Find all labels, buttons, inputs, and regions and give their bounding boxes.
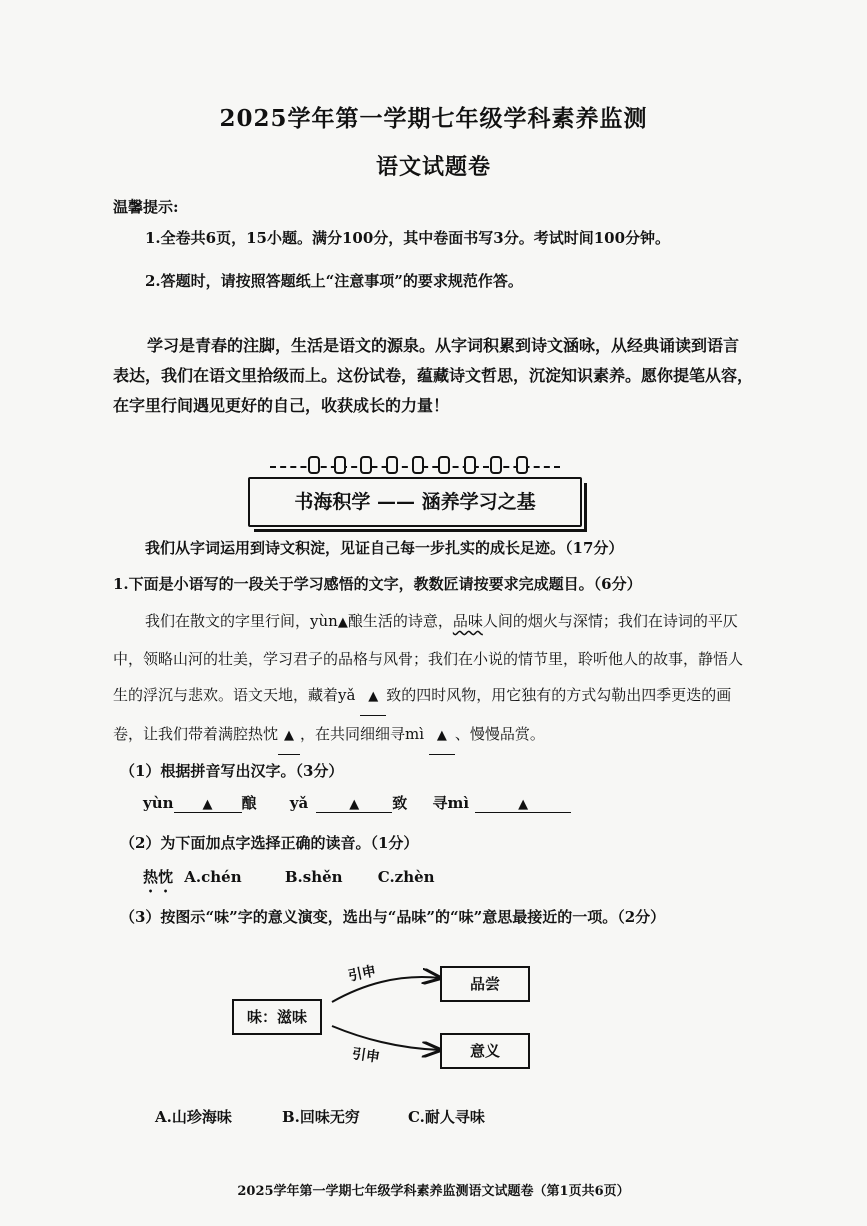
triangle-marker-icon: ▲	[202, 797, 213, 812]
ring-icon	[386, 456, 398, 474]
dotted-word: 热忱	[143, 868, 174, 886]
pinyin-ya: yǎ	[338, 686, 356, 704]
option-c[interactable]: C.zhèn	[377, 868, 435, 886]
ring-icon	[464, 456, 476, 474]
section-lead: 我们从字词运用到诗文积淀，见证自己每一步扎实的成长足迹。（17分）	[145, 539, 624, 557]
arrow-up	[332, 977, 440, 1002]
section-banner: 书海积学 —— 涵养学习之基	[248, 477, 582, 527]
pinyin-yun: yùn	[310, 612, 338, 630]
q1-passage	[113, 603, 753, 755]
notice-label: 温馨提示:	[113, 198, 179, 216]
ring-icon	[334, 456, 346, 474]
intro-text: 学习是青春的注脚，生活是语文的源泉。从字词积累到诗文涵咏，从经典诵读到语言表达，我们在语文里拾级而上。这份试卷，蕴藏诗文哲思，沉淀知识素养。愿你提笔从容，在字里行间遇见更好的自己，收获成长的力量！	[113, 336, 754, 415]
notice-item-2: 2.答题时，请按照答题纸上“注意事项”的要求规范作答。	[145, 272, 523, 290]
q1-sub3-option-a[interactable]: A.山珍海味	[155, 1108, 232, 1126]
passage-text: ，在共同细细寻	[300, 725, 406, 743]
diagram-target-box-2: 意义	[440, 1033, 530, 1069]
triangle-marker-icon: ▲	[337, 615, 348, 630]
diagram-source-box: 味：滋味	[232, 999, 322, 1035]
triangle-marker-icon: ▲	[349, 797, 360, 812]
arrow-down	[332, 1026, 440, 1050]
arrow-label-2: 引申	[350, 1046, 381, 1066]
answer-blank	[278, 716, 300, 755]
passage-text: 酿生活的诗意，	[347, 612, 453, 630]
char-label: 致	[392, 794, 408, 812]
banner-rings	[290, 456, 540, 478]
page-subtitle: 语文试题卷	[375, 154, 491, 180]
option-b[interactable]: B.shěn	[284, 868, 343, 886]
q1-sub2-options	[143, 866, 435, 896]
q1-sub3-option-b[interactable]: B.回味无穷	[282, 1108, 360, 1126]
notice-item-1: 1.全卷共6页，15小题。满分100分，其中卷面书写3分。考试时间100分钟。	[145, 229, 671, 247]
ring-icon	[438, 456, 450, 474]
ring-icon	[308, 456, 320, 474]
passage-text: 、慢慢品赏。	[454, 725, 545, 743]
triangle-marker-icon: ▲	[436, 728, 447, 743]
answer-blank	[360, 677, 386, 716]
answer-blank[interactable]	[316, 794, 392, 813]
passage-text: 我们在散文的字里行间，	[145, 612, 311, 630]
ring-icon	[360, 456, 372, 474]
ring-icon	[412, 456, 424, 474]
passage-text: 致的四时风物，用它独有的方式勾勒出四季更迭的画卷，让我们带着满腔热忱	[113, 686, 732, 743]
answer-blank[interactable]	[475, 794, 571, 813]
arrow-label-1: 引申	[346, 963, 378, 985]
answer-blank	[429, 716, 455, 755]
option-a[interactable]: A.chén	[184, 868, 242, 886]
q1-sub1-answers	[143, 792, 571, 813]
page-footer: 2025学年第一学期七年级学科素养监测语文试题卷（第1页共6页）	[237, 1184, 630, 1199]
ring-icon	[516, 456, 528, 474]
page-title: 2025学年第一学期七年级学科素养监测	[219, 105, 648, 132]
intro-paragraph	[113, 331, 753, 421]
passage-text: 人间的烟火与深情；我们在诗词的平仄中，领略山河的壮美，学习君子的品格与风骨；我们在小说的情节里，聆听他人的故事，静悟人生的浮沉与悲欢。语文天地，藏着	[113, 612, 744, 704]
pinyin-label: yùn	[143, 794, 174, 812]
q1-sub1-stem: （1）根据拼音写出汉字。（3分）	[120, 762, 344, 780]
ring-icon	[490, 456, 502, 474]
triangle-marker-icon: ▲	[284, 728, 295, 743]
pinyin-mi: mì	[405, 725, 425, 743]
q1-stem: 1.下面是小语写的一段关于学习感悟的文字，教数匠请按要求完成题目。（6分）	[113, 575, 642, 593]
q1-sub3-stem: （3）按图示“味”字的意义演变，选出与“品味”的“味”意思最接近的一项。（2分）	[120, 908, 666, 926]
diagram-target-box-1: 品尝	[440, 966, 530, 1002]
char-label: 寻	[432, 794, 448, 812]
pinyin-label: yǎ	[289, 794, 309, 812]
pinyin-label: mì	[447, 794, 470, 812]
q1-sub2-stem: （2）为下面加点字选择正确的读音。（1分）	[120, 834, 419, 852]
triangle-marker-icon: ▲	[368, 689, 379, 704]
answer-blank[interactable]	[174, 794, 242, 813]
triangle-marker-icon: ▲	[518, 797, 529, 812]
wavy-underlined-word: 品味	[452, 612, 483, 630]
q1-sub3-option-c[interactable]: C.耐人寻味	[408, 1108, 485, 1126]
char-label: 酿	[241, 794, 257, 812]
